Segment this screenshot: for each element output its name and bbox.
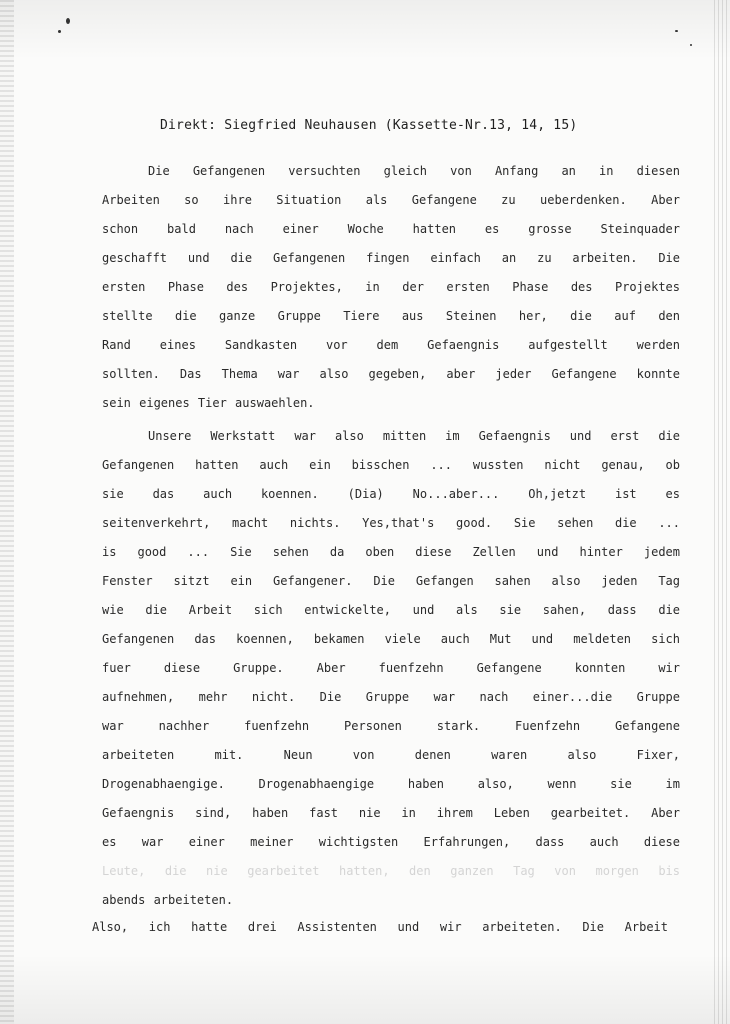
text-line: abends arbeiteten.: [102, 893, 234, 907]
text-line: wie die Arbeit sich entwickelte, und als sie sahen, dass die: [102, 603, 680, 617]
scan-edge-left: [0, 0, 14, 1024]
text-line: Arbeiten so ihre Situation als Gefangene zu ueberdenken. Aber: [102, 193, 680, 207]
text-line: is good ... Sie sehen da oben diese Zellen und hinter jedem: [102, 545, 680, 559]
scan-speck: [58, 30, 61, 33]
text-line: stellte die ganze Gruppe Tiere aus Steinen her, die auf den: [102, 309, 680, 323]
text-line: Fenster sitzt ein Gefangener. Die Gefangen sahen also jeden Tag: [102, 574, 680, 588]
text-line: sie das auch koennen. (Dia) No...aber... Oh,jetzt ist es: [102, 487, 680, 501]
text-line: Drogenabhaengige. Drogenabhaengige haben also, wenn sie im: [102, 777, 680, 791]
scan-edge-right: [714, 0, 730, 1024]
text-line: war nachher fuenfzehn Personen stark. Fuenfzehn Gefangene: [102, 719, 680, 733]
text-line: Rand eines Sandkasten vor dem Gefaengnis aufgestellt werden: [102, 338, 680, 352]
scan-speck: [690, 44, 692, 46]
text-line: Leute, die nie gearbeitet hatten, den ganzen Tag von morgen bis: [102, 864, 680, 878]
text-line: aufnehmen, mehr nicht. Die Gruppe war nach einer...die Gruppe: [102, 690, 680, 704]
scan-speck: [66, 18, 70, 24]
text-line: arbeiteten mit. Neun von denen waren also Fixer,: [102, 748, 680, 762]
text-line: Die Gefangenen versuchten gleich von Anfang an in diesen: [148, 164, 680, 178]
text-line: sollten. Das Thema war also gegeben, aber jeder Gefangene konnte: [102, 367, 680, 381]
scan-speck: [675, 30, 678, 32]
text-line: seitenverkehrt, macht nichts. Yes,that's good. Sie sehen die ...: [102, 516, 680, 530]
text-line: Gefaengnis sind, haben fast nie in ihrem Leben gearbeitet. Aber: [102, 806, 680, 820]
text-line: geschafft und die Gefangenen fingen einfach an zu arbeiten. Die: [102, 251, 680, 265]
text-line: fuer diese Gruppe. Aber fuenfzehn Gefangene konnten wir: [102, 661, 680, 675]
text-line: Also, ich hatte drei Assistenten und wir arbeiteten. Die Arbeit: [92, 920, 668, 934]
document-title: Direkt: Siegfried Neuhausen (Kassette-Nr.13, 14, 15): [160, 118, 578, 133]
text-line: ersten Phase des Projektes, in der ersten Phase des Projektes: [102, 280, 680, 294]
text-line: Gefangenen hatten auch ein bisschen ... wussten nicht genau, ob: [102, 458, 680, 472]
text-line: sein eigenes Tier auswaehlen.: [102, 396, 315, 410]
text-line: es war einer meiner wichtigsten Erfahrungen, dass auch diese: [102, 835, 680, 849]
text-line: Unsere Werkstatt war also mitten im Gefaengnis und erst die: [148, 429, 680, 443]
text-line: Gefangenen das koennen, bekamen viele auch Mut und meldeten sich: [102, 632, 680, 646]
text-line: schon bald nach einer Woche hatten es grosse Steinquader: [102, 222, 680, 236]
